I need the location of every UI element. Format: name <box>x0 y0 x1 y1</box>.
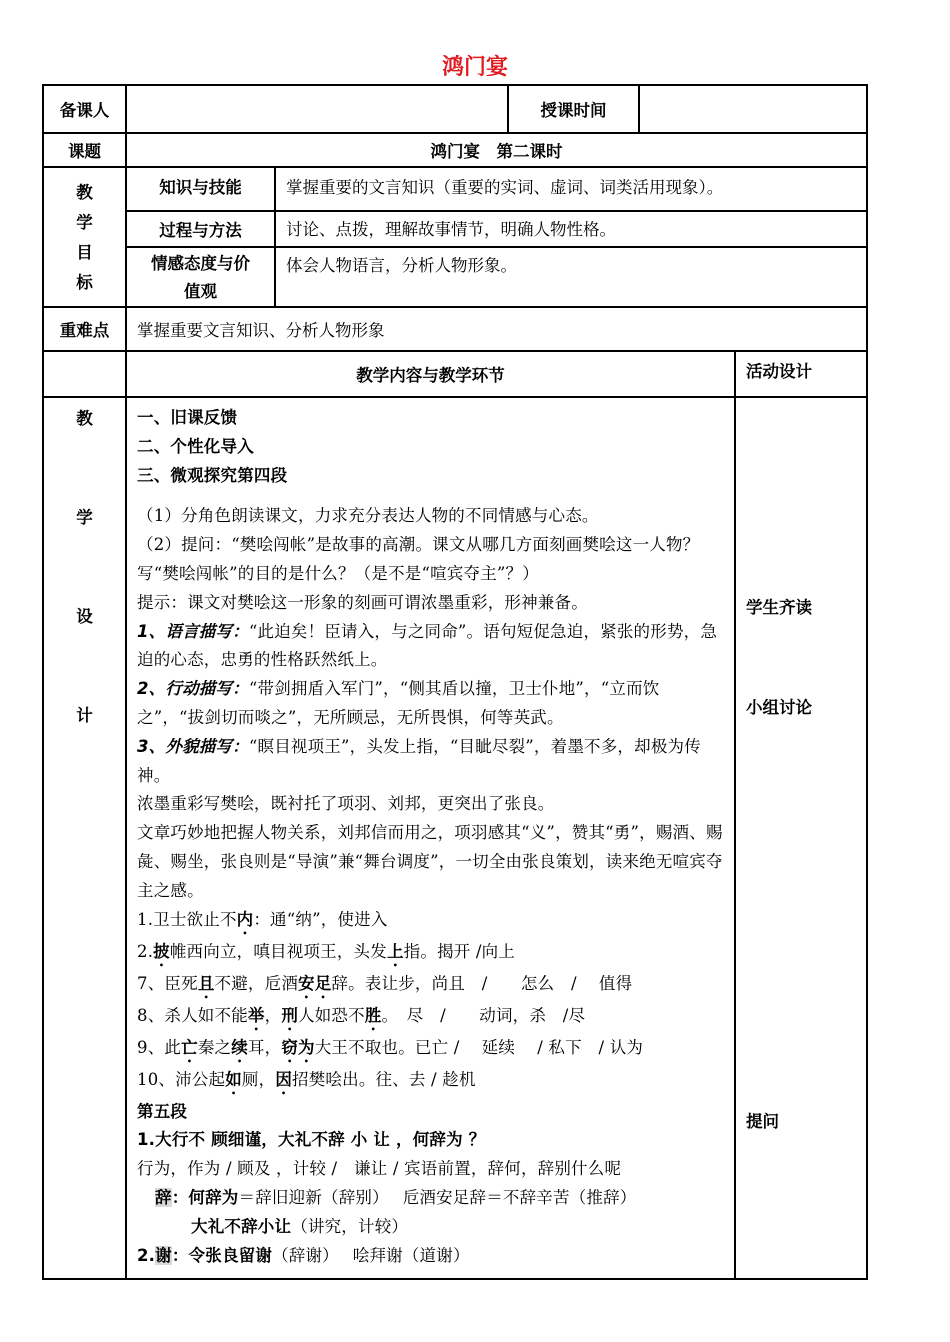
section-intro: 二、个性化导入 <box>137 436 254 456</box>
activity-questioning: 提问 <box>746 1112 779 1131</box>
goal-knowledge-label: 知识与技能 <box>126 167 275 211</box>
goal-attitude-text: 体会人物语言，分析人物形象。 <box>275 247 867 307</box>
lesson-plan-table <box>42 84 868 1280</box>
ci-note-line-1: 辞：何辞为＝辞旧迎新（辞别） 卮酒安足辞＝不辞辛苦（推辞） <box>155 1187 637 1207</box>
word-note-1: 1.卫士欲止不内：通“纳”，使进入 <box>137 909 388 929</box>
teaching-content <box>126 397 735 1279</box>
language-description: 1、语言描写：“此迫矣！臣请入，与之同命”。语句短促急迫，紧张的形势，急迫的心态，忠勇的性格跃然纸上。 <box>137 621 718 670</box>
content-para-5: 文章巧妙地把握人物关系，刘邦信而用之，项羽感其“义”，赞其“勇”，赐酒、赐彘、赐坐，张良则是“导演”兼“舞台调度”，一切全由张良策划，读来绝无喧宾夺主之感。 <box>137 823 723 900</box>
goals-label: 教 学 目 标 <box>43 167 126 307</box>
teaching-time-value <box>639 85 867 133</box>
appearance-description: 3、外貌描写：“瞑目视项王”，头发上指，“目眦尽裂”，着墨不多，却极为传神。 <box>137 736 701 785</box>
goal-process-text: 讨论、点拨，理解故事情节，明确人物性格。 <box>275 211 867 247</box>
topic-value: 鸿门宴 第二课时 <box>126 133 867 167</box>
content-para-2: （2）提问：“樊哙闯帐”是故事的高潮。课文从哪几方面刻画樊哙这一人物？写“樊哙闯帐”的目的是什么？（是不是“喧宾夺主”？） <box>137 535 700 583</box>
content-para-3: 提示：课文对樊哙这一形象的刻画可谓浓墨重彩，形神兼备。 <box>137 592 588 612</box>
xie-highlight: 谢 <box>155 1245 172 1265</box>
action-label: 2、行动描写： <box>137 679 249 699</box>
word-note-10: 10、沛公起如厕，因招樊哙出。往、去 / 趁机 <box>137 1069 476 1089</box>
content-header-activity: 活动设计 <box>735 351 867 397</box>
word-note-8: 8、杀人如不能举，刑人如恐不胜。 尽 / 动词，杀 /尽 <box>137 1005 586 1025</box>
preparer-label: 备课人 <box>43 85 126 133</box>
goal-process-label: 过程与方法 <box>126 211 275 247</box>
activity-column <box>735 397 867 1279</box>
content-header-main: 教学内容与教学环节 <box>126 351 735 397</box>
appearance-label: 3、外貌描写： <box>137 736 249 756</box>
word-note-7: 7、臣死且不避，卮酒安足辞。表让步，尚且 / 怎么 / 值得 <box>137 973 633 993</box>
language-label: 1、语言描写： <box>137 621 249 641</box>
design-label: 教 学 设 计 <box>43 397 126 1279</box>
activity-read-aloud: 学生齐读 <box>746 598 812 617</box>
content-para-1: （1）分角色朗读课文，力求充分表达人物的不同情感与心态。 <box>137 506 599 526</box>
goal-knowledge-text: 掌握重要的文言知识（重要的实词、虚词、词类活用现象）。 <box>275 167 867 211</box>
key-points-label: 重难点 <box>43 307 126 351</box>
question-1: 1.大行不 顾细谨，大礼不辞 小 让 ，何辞为 ？ <box>137 1130 486 1150</box>
activity-group-discussion: 小组讨论 <box>746 698 812 717</box>
teaching-time-label: 授课时间 <box>508 85 639 133</box>
xie-note: 2.谢：令张良留谢（辞谢） 哙拜谢（道谢） <box>137 1245 470 1265</box>
content-header-blank <box>43 351 126 397</box>
question-1-answer: 行为，作为 / 顾及 ，计较 / 谦让 / 宾语前置，辞何，辞别什么呢 <box>137 1159 622 1179</box>
document-title: 鸿门宴 <box>441 55 508 80</box>
topic-label: 课题 <box>43 133 126 167</box>
goal-attitude-label: 情感态度与价 值观 <box>126 247 275 307</box>
section-para4: 三、微观探究第四段 <box>137 465 288 485</box>
content-para-4: 浓墨重彩写樊哙，既衬托了项羽、刘邦，更突出了张良。 <box>137 794 555 814</box>
preparer-value <box>126 85 508 133</box>
word-note-2: 2.披帷西向立，嗔目视项王，头发上指。揭开 /向上 <box>137 941 516 961</box>
section-review: 一、旧课反馈 <box>137 408 238 427</box>
key-points-text: 掌握重要文言知识、分析人物形象 <box>126 307 867 351</box>
action-description: 2、行动描写：“带剑拥盾入军门”，“侧其盾以撞，卫士仆地”，“立而饮之”，“拔剑切而啖之”，无所顾忌，无所畏惧，何等英武。 <box>137 679 660 727</box>
word-note-9: 9、此亡秦之续耳，窃为大王不取也。已亡 / 延续 / 私下 / 认为 <box>137 1037 644 1057</box>
ci-highlight: 辞 <box>155 1187 172 1207</box>
section-para5: 第五段 <box>137 1101 188 1121</box>
ci-note-line-2: 大礼不辞小让（讲究，计较） <box>191 1216 409 1236</box>
